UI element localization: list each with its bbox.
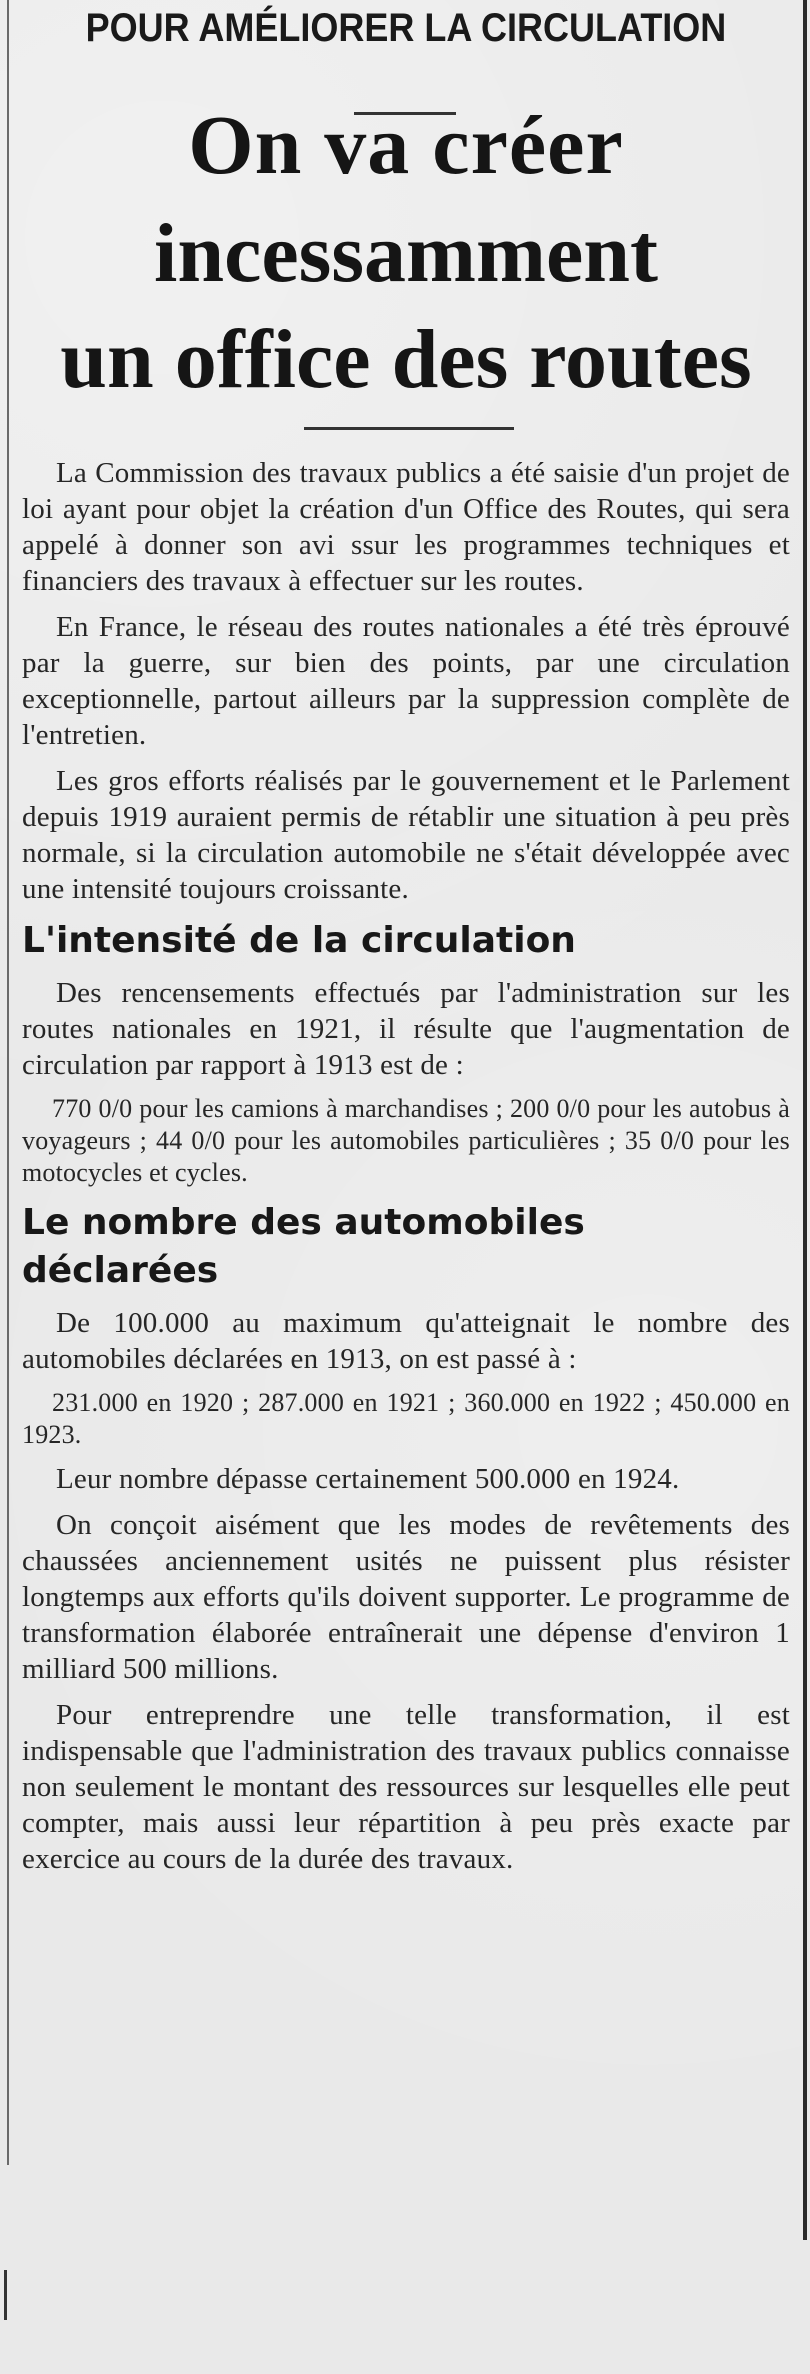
paragraph-intro: La Commission des travaux publics a été saisie d'un projet de loi ayant pour objet la création d'un Office des Routes, qui sera appelé à donner son avi ssur les programmes techniques et financiers des travaux à effectuer sur les routes. bbox=[22, 457, 790, 597]
section-heading-intensity: L'intensité de la circulation bbox=[22, 920, 576, 961]
paragraph-automobiles-1913: De 100.000 au maximum qu'atteignait le nombre des automobiles déclarées en 1913, on est passé à : bbox=[22, 1307, 790, 1375]
paragraph-road-surfaces: On conçoit aisément que les modes de revêtements des chaussées anciennement usités ne puissent plus résister longtemps aux efforts qu'ils doivent supporter. Le programme de transformation élaborée entraînerait une dépense d'environ 1 milliard 500 millions. bbox=[22, 1509, 790, 1685]
column-rule-left bbox=[7, 0, 9, 2165]
paragraph-transformation: Pour entreprendre une telle transformation, il est indispensable que l'administration des travaux publics connaisse non seulement le montant des ressources sur lesquelles elle peut compter, mais aussi leur répartition à peu près exacte par exercice au cours de la durée des travaux. bbox=[22, 1699, 790, 1875]
column-rule-left-fragment bbox=[4, 2270, 7, 2320]
paragraph-france-network: En France, le réseau des routes nationales a été très éprouvé par la guerre, sur bien des points, par une circulation exceptionnelle, partout ailleurs par la suppression complète de l'entretien. bbox=[22, 611, 790, 751]
article-body bbox=[22, 455, 790, 1887]
paragraph-automobiles-1924: Leur nombre dépasse certainement 500.000 en 1924. bbox=[56, 1463, 680, 1495]
paragraph-efforts: Les gros efforts réalisés par le gouvernement et le Parlement depuis 1919 auraient permis de rétablir une situation à peu près normale, si la circulation automobile ne s'était développée avec une intensité toujours croissante. bbox=[22, 765, 790, 905]
section-heading-automobiles-line-2: déclarées bbox=[22, 1250, 219, 1291]
headline-line-3: un office des routes bbox=[60, 313, 752, 406]
headline-divider bbox=[304, 427, 514, 430]
section-heading-automobiles bbox=[22, 1199, 790, 1295]
paragraph-automobiles-by-year: 231.000 en 1920 ; 287.000 en 1921 ; 360.000 en 1922 ; 450.000 en 1923. bbox=[22, 1388, 790, 1449]
headline-line-2: incessamment bbox=[154, 207, 658, 300]
section-heading-automobiles-line-1: Le nombre des automobiles bbox=[22, 1202, 585, 1243]
article-kicker: POUR AMÉLIORER LA CIRCULATION bbox=[85, 6, 727, 50]
column-rule-right bbox=[803, 0, 807, 2240]
paragraph-census: Des rencensements effectués par l'administration sur les routes nationales en 1921, il résulte que l'augmentation de circulation par rapport à 1913 est de : bbox=[22, 977, 790, 1081]
paragraph-traffic-increase: 770 0/0 pour les camions à marchandises ; 200 0/0 pour les autobus à voyageurs ; 44 0/0 pour les automobiles particulières ; 35 0/0 pour les motocycles et cycles. bbox=[22, 1094, 790, 1187]
headline-line-1: On va créer bbox=[188, 99, 624, 192]
